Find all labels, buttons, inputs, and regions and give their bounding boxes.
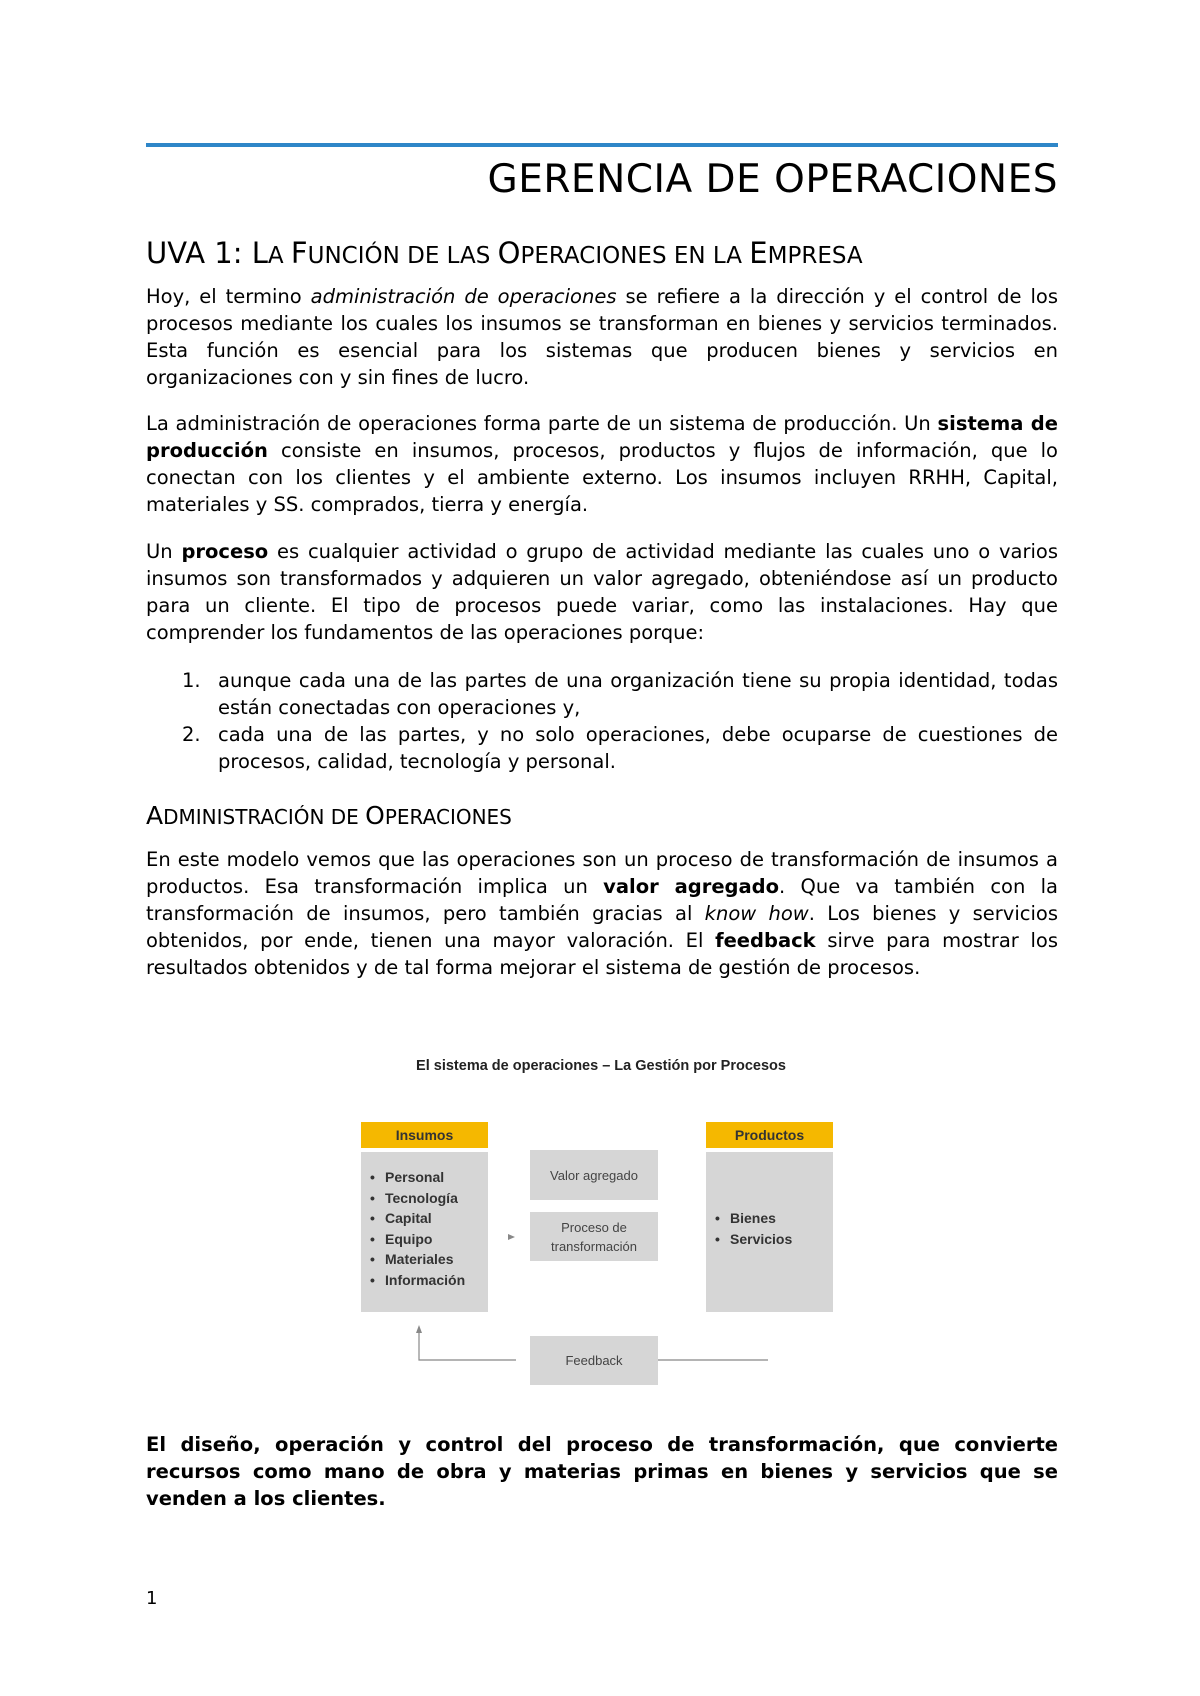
numbered-list (146, 667, 1058, 775)
subsection-heading-administracion: ADMINISTRACIÓN DE OPERACIONES (146, 801, 512, 830)
valor-agregado-box: Valor agregado (530, 1150, 658, 1200)
page-number: 1 (146, 1588, 158, 1609)
list-item: • Materiales (370, 1251, 454, 1267)
section-heading-uva1: UVA 1: LA FUNCIÓN DE LAS OPERACIONES EN LA EMPRESA (146, 236, 863, 270)
insumos-header: Insumos (361, 1122, 488, 1148)
feedback-arrow-icon (416, 1325, 422, 1333)
paragraph-modelo: En este modelo vemos que las operaciones son un proceso de transformación de insumos a productos. Esa transformación implica un valor agregado. Que va también con la transformación de insumos, pero también gracias al know how. Los bienes y servicios obtenidos, por ende, tienen una mayor valoración. El feedback sirve para mostrar los resultados obtenidos y de tal forma mejorar el sistema de gestión de procesos. (146, 848, 1058, 979)
list-item: • Bienes (715, 1210, 776, 1226)
closing-statement: El diseño, operación y control del proceso de transformación, que convierte recursos como mano de obra y materias primas en bienes y servicios que se venden a los clientes. (146, 1433, 1058, 1510)
paragraph-intro: Hoy, el termino administración de operaciones se refiere a la dirección y el control de los procesos mediante los cuales los insumos se transforman en bienes y servicios terminados. Esta función es esencial para los sistemas que producen bienes y servicios en organizaciones con y sin fines de lucro. (146, 285, 1058, 389)
feedback-box: Feedback (530, 1336, 658, 1385)
feedback-line-left (419, 1331, 516, 1360)
proceso-transformacion-box: Proceso de transformación (530, 1212, 658, 1261)
paragraph-proceso: Un proceso es cualquier actividad o grupo de actividad mediante las cuales uno o varios insumos son transformados y adquieren un valor agregado, obteniéndose así un producto para un cliente. El tipo de procesos puede variar, como las instalaciones. Hay que comprender los fundamentos de las operaciones porque: (146, 540, 1058, 644)
arrow-right-icon (508, 1234, 515, 1240)
insumos-box (361, 1152, 488, 1312)
list-item: • Tecnología (370, 1189, 458, 1206)
productos-header: Productos (706, 1122, 833, 1148)
header-rule (146, 143, 1058, 147)
list-item: • Información (370, 1271, 466, 1288)
document-title: GERENCIA DE OPERACIONES (487, 157, 1058, 202)
list-item: • Personal (370, 1169, 445, 1185)
diagram-title: El sistema de operaciones – La Gestión por Procesos (416, 1058, 786, 1074)
list-item: 1. aunque cada una de las partes de una organización tiene su propia identidad, todas están conectadas con operaciones y, (182, 669, 1058, 719)
list-item: 2. cada una de las partes, y no solo operaciones, debe ocuparse de cuestiones de procesos, calidad, tecnología y personal. (182, 723, 1058, 773)
paragraph-sistema-produccion: La administración de operaciones forma parte de un sistema de producción. Un sistema de producción consiste en insumos, procesos, productos y flujos de información, que lo conectan con los clientes y el ambiente externo. Los insumos incluyen RRHH, Capital, materiales y SS. comprados, tierra y energía. (146, 412, 1058, 516)
list-item: • Servicios (715, 1230, 793, 1247)
process-diagram (346, 1055, 856, 1395)
productos-box (706, 1152, 833, 1312)
list-item: • Capital (370, 1210, 432, 1226)
list-item: • Equipo (370, 1230, 433, 1247)
